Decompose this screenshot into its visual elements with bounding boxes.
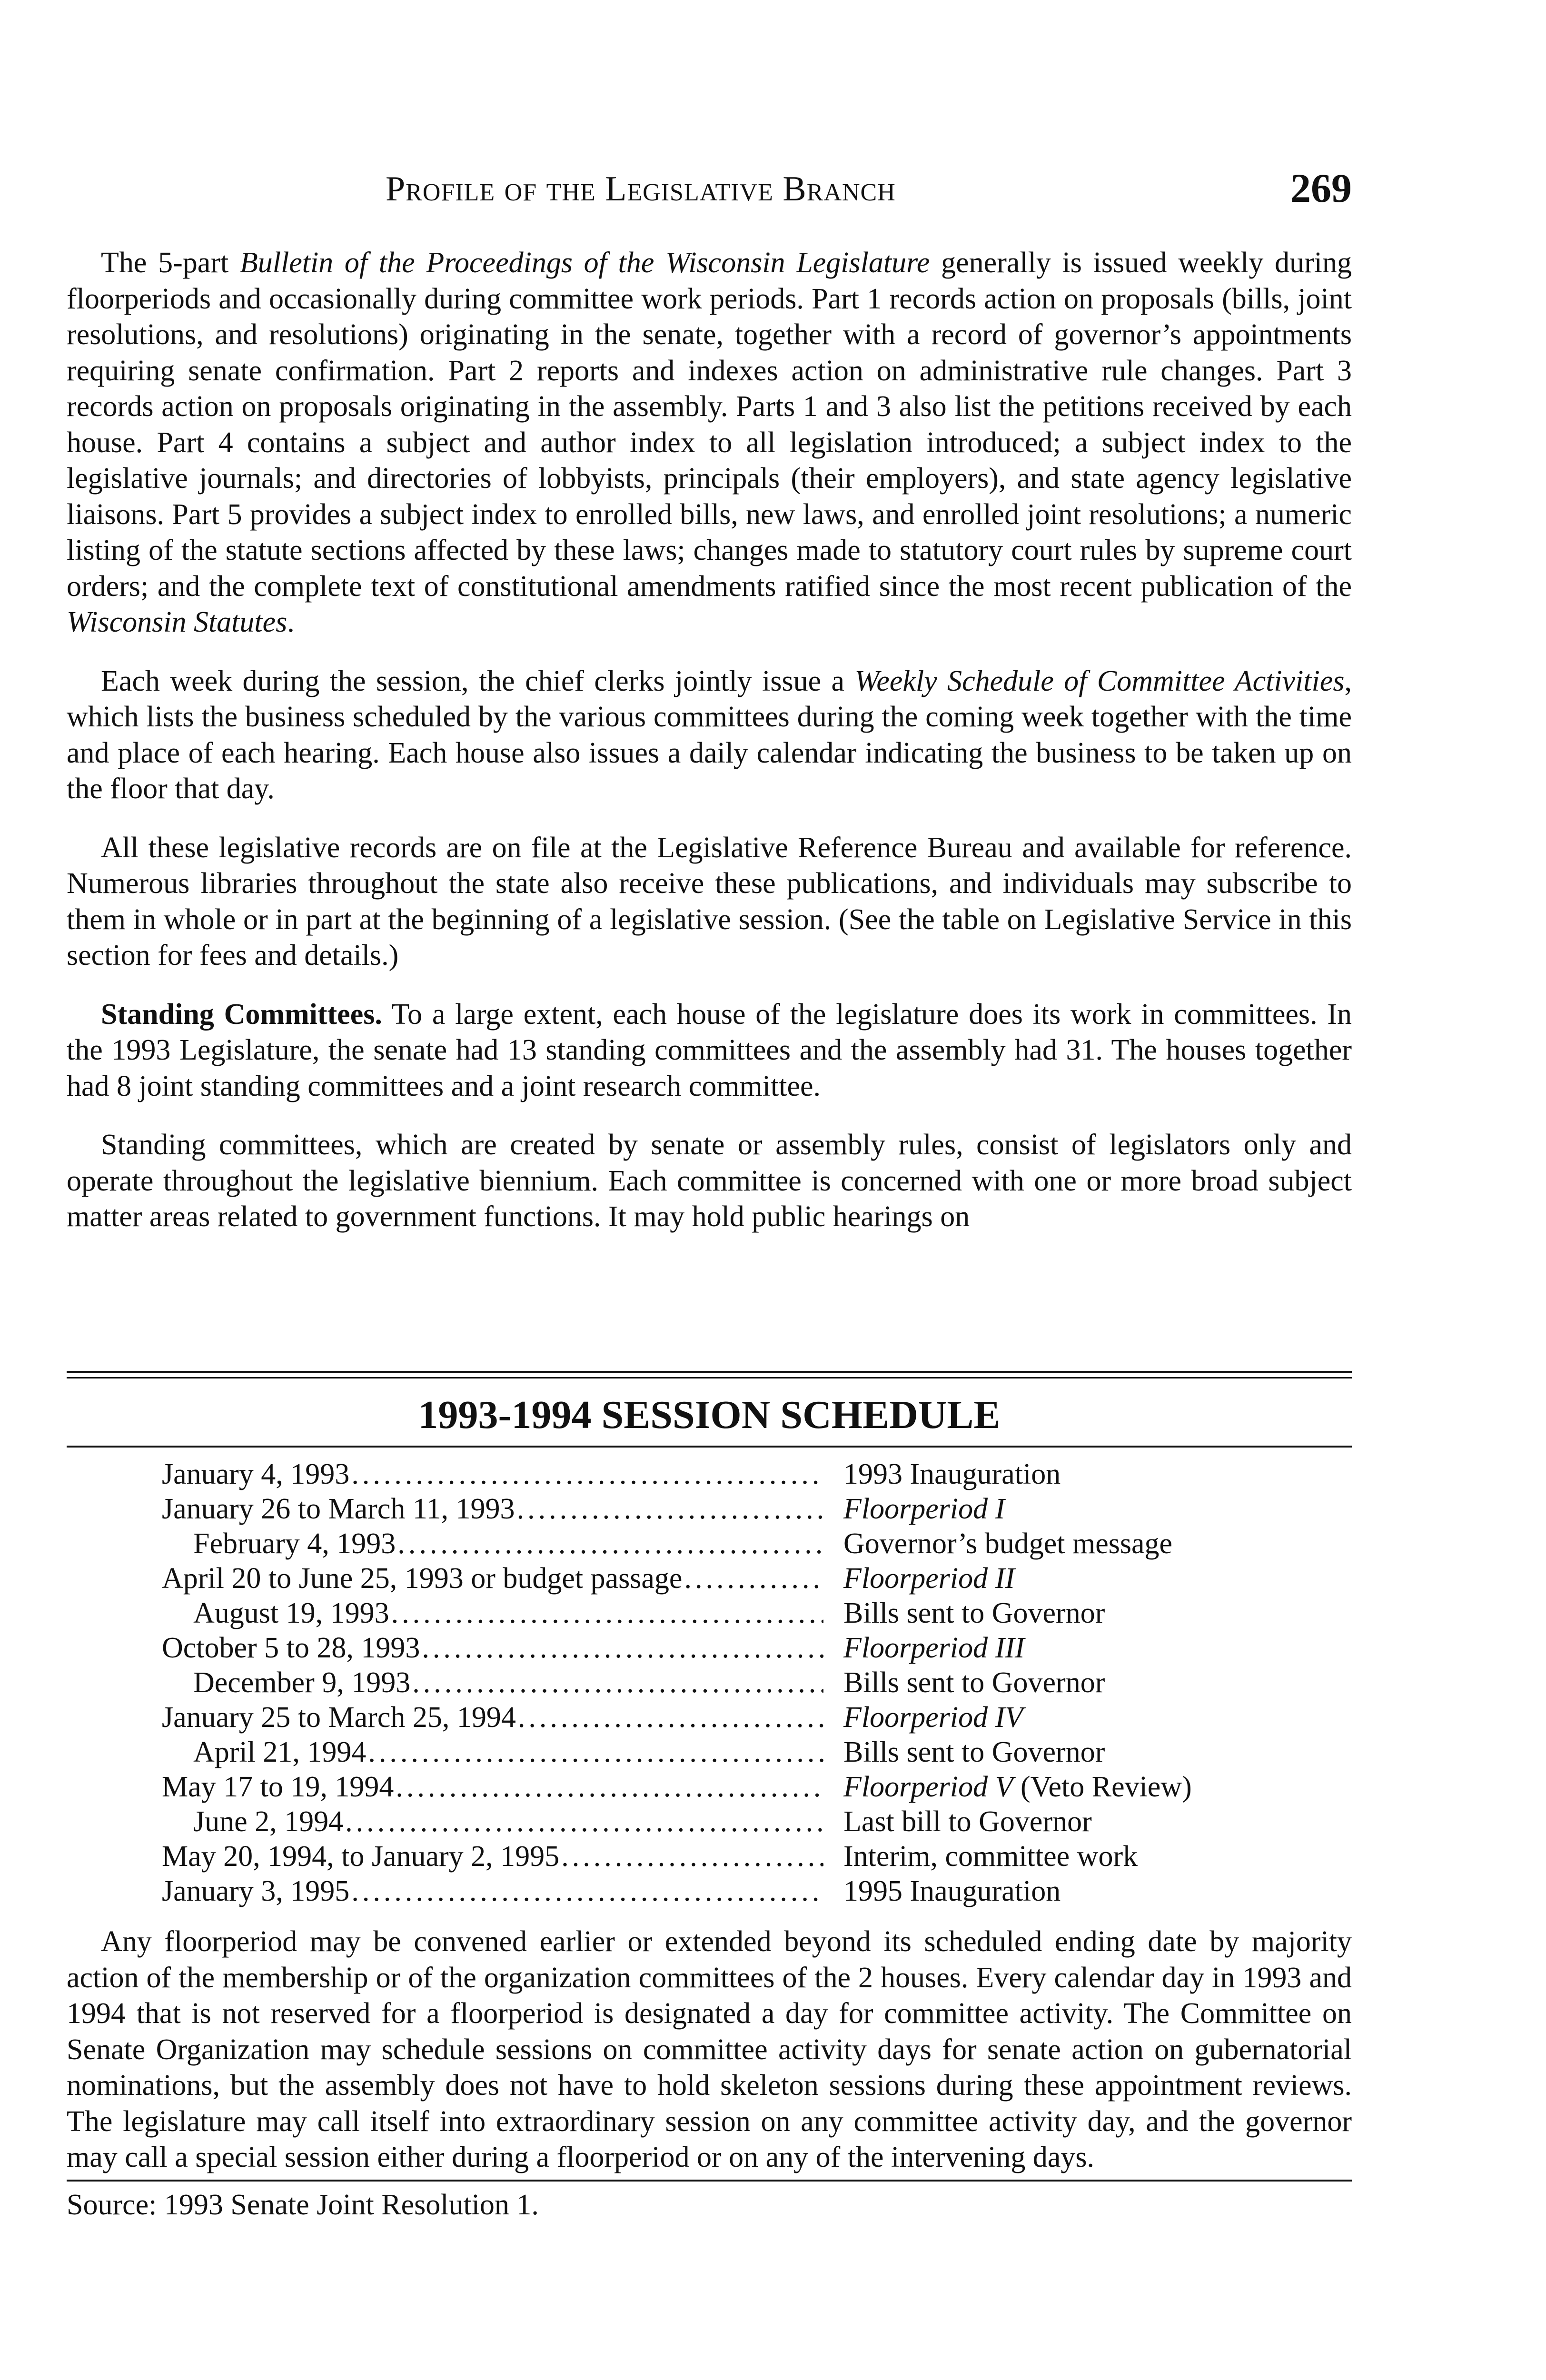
schedule-row <box>162 1666 1352 1700</box>
schedule-date: August 19, 1993 <box>193 1597 389 1629</box>
schedule-event: Floorperiod II <box>843 1562 1015 1595</box>
paragraph-standing-committees <box>67 997 1352 1105</box>
schedule-event-suffix: (Veto Review) <box>1013 1771 1192 1803</box>
session-schedule-table <box>67 1371 1352 2222</box>
schedule-date: October 5 to 28, 1993 <box>162 1632 420 1664</box>
schedule-row <box>162 1700 1352 1735</box>
p1-italic-bulletin-title: Bulletin of the Proceedings of the Wisconsin Legislature <box>239 247 930 279</box>
paragraph-weekly-schedule <box>67 664 1352 807</box>
schedule-date: May 20, 1994, to January 2, 1995 <box>162 1840 560 1873</box>
running-title-text: Profile of the Legislative Branch <box>386 169 896 208</box>
bottom-rule <box>67 2180 1352 2182</box>
schedule-row <box>162 1770 1352 1805</box>
schedule-row <box>162 1596 1352 1631</box>
p2-text-1: Each week during the session, the chief clerks jointly issue a <box>101 664 855 697</box>
schedule-event <box>823 1770 1192 1805</box>
schedule-date: May 17 to 19, 1994 <box>162 1771 394 1803</box>
schedule-event-name: Floorperiod V <box>843 1771 1013 1803</box>
p1-text-2: generally is issued weekly during floorperiods and occasionally during committee work periods. Part 1 records action on proposals (bills, joint resolutions, and resolutions) originating in the senate, together with a record of governor’s appointments requiring senate confirmation. Part 2 reports and indexes action on administrative rule changes. Part 3 records action on proposals originating in the assembly. Parts 1 and 3 also list the petitions received by each house. Part 4 contains a subject and author index to all legislation introduced; a subject index to the legislative journals; and directories of lobbyists, principals (their employers), and state agency legislative liaisons. Part 5 provides a subject index to enrolled bills, new laws, and enrolled joint resolutions; a numeric listing of the statute sections affected by these laws; changes made to statutory court rules by supreme court orders; and the complete text of constitutional amendments ratified since the most recent publication of the <box>67 247 1352 603</box>
p2-text-2: , which lists the business scheduled by the various committees during the coming week together with the time and place of each hearing. Each house also issues a daily calendar indicating the business to be taken up on the floor that day. <box>67 664 1352 805</box>
paragraph-committee-rules: Standing committees, which are created by senate or assembly rules, consist of legislators only and operate throughout the legislative biennium. Each committee is concerned with one or more broad subject matter areas related to government functions. It may hold public hearings on <box>67 1129 1352 1233</box>
schedule-row <box>162 1805 1352 1839</box>
schedule-date: February 4, 1993 <box>193 1527 396 1560</box>
schedule-row <box>162 1457 1352 1492</box>
schedule-note: Any floorperiod may be convened earlier or extended beyond its scheduled ending date by majority action of the membership or of the organization committees of the 2 houses. Every calendar day in 1993 and 1994 that is not reserved for a floorperiod is designated a day for committee activity. The Committee on Senate Organization may schedule sessions on committee activity days for senate action on gubernatorial nominations, but the assembly does not have to hold skeleton sessions during these appointment reviews. The legislature may call itself into extraordinary session on any committee activity day, and the governor may call a special session either during a floorperiod or on any of the intervening days. <box>67 1925 1352 2173</box>
page-number: 269 <box>1290 165 1352 211</box>
schedule-row <box>162 1874 1352 1909</box>
schedule-event: Interim, committee work <box>843 1840 1138 1873</box>
p2-italic-weekly-schedule: Weekly Schedule of Committee Activities <box>854 664 1345 697</box>
schedule-row <box>162 1561 1352 1596</box>
schedule-date: January 26 to March 11, 1993 <box>162 1493 515 1525</box>
standing-committees-heading: Standing Committees. <box>101 998 382 1031</box>
schedule-event: Governor’s budget message <box>843 1527 1173 1560</box>
running-title <box>386 169 896 209</box>
schedule-event: Bills sent to Governor <box>843 1597 1105 1629</box>
title-rule <box>67 1446 1352 1448</box>
schedule-row <box>162 1735 1352 1770</box>
schedule-event: Floorperiod I <box>843 1493 1005 1525</box>
paragraph-bulletin <box>67 245 1352 641</box>
schedule-event: Floorperiod IV <box>843 1701 1023 1734</box>
p4-text: To a large extent, each house of the legislature does its work in committees. In the 1993 Legislature, the senate had 13 standing committees and the assembly had 31. The houses together had 8 joint standing committees and a joint research committee. <box>67 998 1352 1102</box>
schedule-event: Bills sent to Governor <box>843 1736 1105 1768</box>
schedule-date: April 21, 1994 <box>193 1736 367 1768</box>
schedule-date: December 9, 1993 <box>193 1666 411 1699</box>
paragraph-records: All these legislative records are on file at the Legislative Reference Bureau and available for reference. Numerous libraries throughout the state also receive these publications, and individuals may subscribe to them in whole or in part at the beginning of a legislative session. (See the table on Legislative Service in this section for fees and details.) <box>67 831 1352 972</box>
p1-text-3: . <box>287 606 295 638</box>
top-double-rule <box>67 1371 1352 1378</box>
schedule-rows <box>162 1457 1352 1909</box>
schedule-row <box>162 1492 1352 1527</box>
p1-text-1: The 5-part <box>101 247 240 279</box>
body-text <box>67 245 1352 1258</box>
schedule-date: January 25 to March 25, 1994 <box>162 1701 516 1734</box>
schedule-row <box>162 1527 1352 1561</box>
p1-italic-statutes: Wisconsin Statutes <box>67 606 287 638</box>
schedule-row <box>162 1839 1352 1874</box>
source-citation: Source: 1993 Senate Joint Resolution 1. <box>67 2188 539 2221</box>
page-header <box>67 164 1352 217</box>
schedule-event: 1993 Inauguration <box>843 1458 1061 1490</box>
schedule-date: June 2, 1994 <box>193 1805 344 1838</box>
schedule-row <box>162 1631 1352 1666</box>
schedule-date: April 20 to June 25, 1993 or budget passage <box>162 1562 683 1595</box>
schedule-date: January 3, 1995 <box>162 1875 350 1907</box>
schedule-event: Bills sent to Governor <box>843 1666 1105 1699</box>
schedule-title: 1993-1994 SESSION SCHEDULE <box>418 1393 1001 1437</box>
schedule-event: Last bill to Governor <box>843 1805 1092 1838</box>
schedule-event: Floorperiod III <box>843 1632 1025 1664</box>
schedule-event: 1995 Inauguration <box>843 1875 1061 1907</box>
schedule-date: January 4, 1993 <box>162 1458 350 1490</box>
